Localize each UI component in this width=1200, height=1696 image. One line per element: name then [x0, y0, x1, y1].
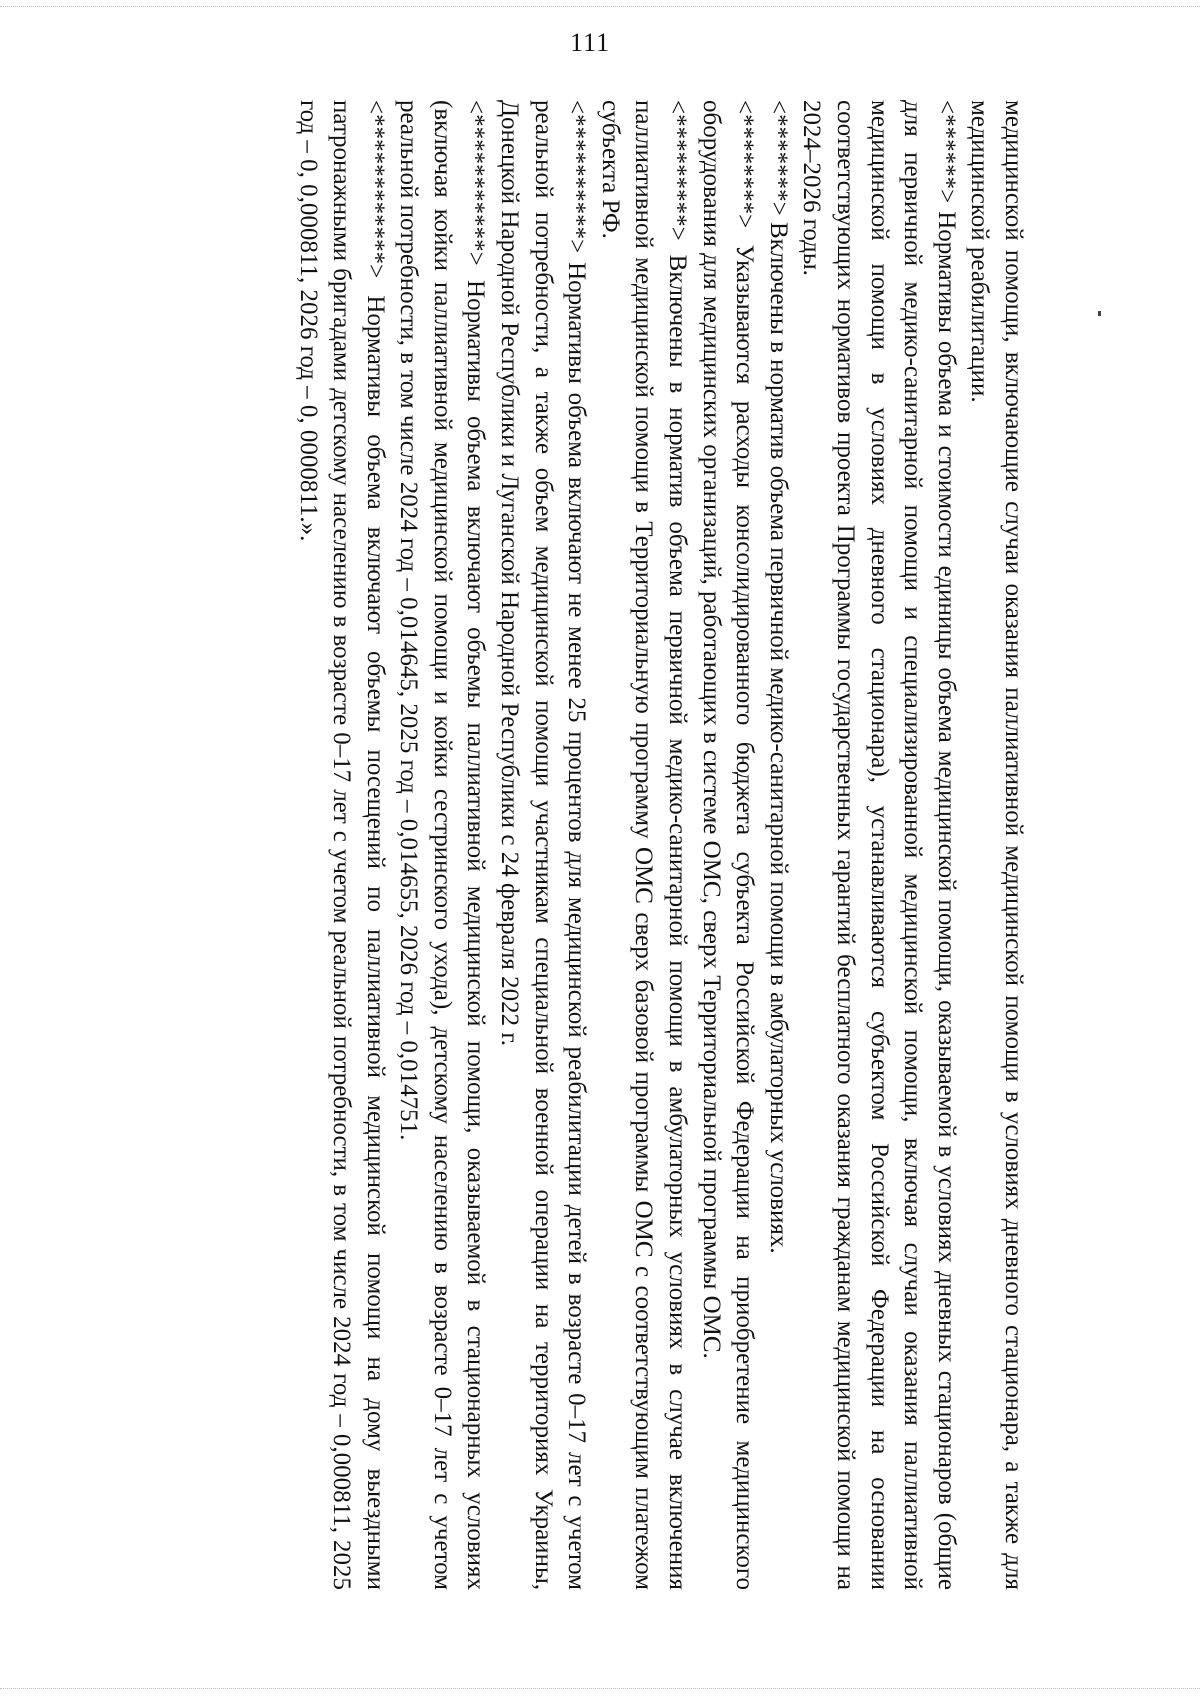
scan-edge-bottom: [0, 1688, 1200, 1691]
footnote-9: <*********> Включены в норматив объема первичной медико-санитарной помощи в амбулаторных условиях в случае включения паллиативной медицинской помощи в Территориальную программу ОМС сверх базовой программы ОМС с соответствующим платежом субъекта РФ.: [596, 100, 692, 1590]
footnote-10: <**********> Нормативы объема включают не менее 25 процентов для медицинской реабилитации детей в возрасте 0–17 лет с учетом реальной потребности, а также объем медицинской помощи участникам специальной военной операции на территориях Украины, Донецкой Народной Республики и Луганской Народной Республики с 24 февраля 2022 г.: [496, 100, 591, 1590]
page-number: 111: [570, 28, 611, 57]
scan-speck: [1098, 311, 1101, 316]
footnote-11: <***********> Нормативы объема включают объемы паллиативной медицинской помощи, оказываемой в стационарных условиях (включая койки паллиативной медицинской помощи и койки сестринского ухода), детскому населению в возрасте 0–17 лет с учетом реальной потребности, в том числе 2024 год – 0,014645, 2025 год – 0,014655, 2026 год – 0,014751.: [395, 100, 490, 1590]
paragraph-continuation: медицинской помощи, включающие случаи оказания паллиативной медицинской помощи в условиях дневного стационара, а также для медицинской реабилитации.: [966, 100, 1027, 1590]
footnote-6: <******> Нормативы объема и стоимости единицы объема медицинской помощи, оказываемой в условиях дневных стационаров (общие для первичной медико-санитарной помощи и специализированной медицинской помощи, включая случаи оказания паллиативной медицинской помощи в условиях дневного стационара), устанавливаются субъектом Российской Федерации на основании соответствующих нормативов проекта Программы государственных гарантий бесплатного оказания гражданам медицинской помощи на 2024–2026 годы.: [798, 100, 960, 1590]
footnote-7: <*******> Включены в норматив объема первичной медико-санитарной помощи в амбулаторных условиях.: [764, 100, 792, 1254]
footnotes-text: [291, 100, 1030, 1590]
rotated-text-block: [170, 100, 1030, 1590]
footnote-8: <********> Указываются расходы консолидированного бюджета субъекта Российской Федерации на приобретение медицинского оборудования для медицинских организаций, работающих в системе ОМС, сверх Территориальной программы ОМС.: [697, 100, 759, 1590]
scan-edge-top: [0, 6, 1200, 9]
footnote-12: <************> Нормативы объема включают объемы посещений по паллиативной медицинской помощи на дому выездными патронажными бригадами детскому населению в возрасте 0–17 лет с учетом реальной потребности, в том числе 2024 год – 0,000811, 2025 год – 0, 0,000811, 2026 год – 0, 0000811.».: [294, 100, 389, 1590]
